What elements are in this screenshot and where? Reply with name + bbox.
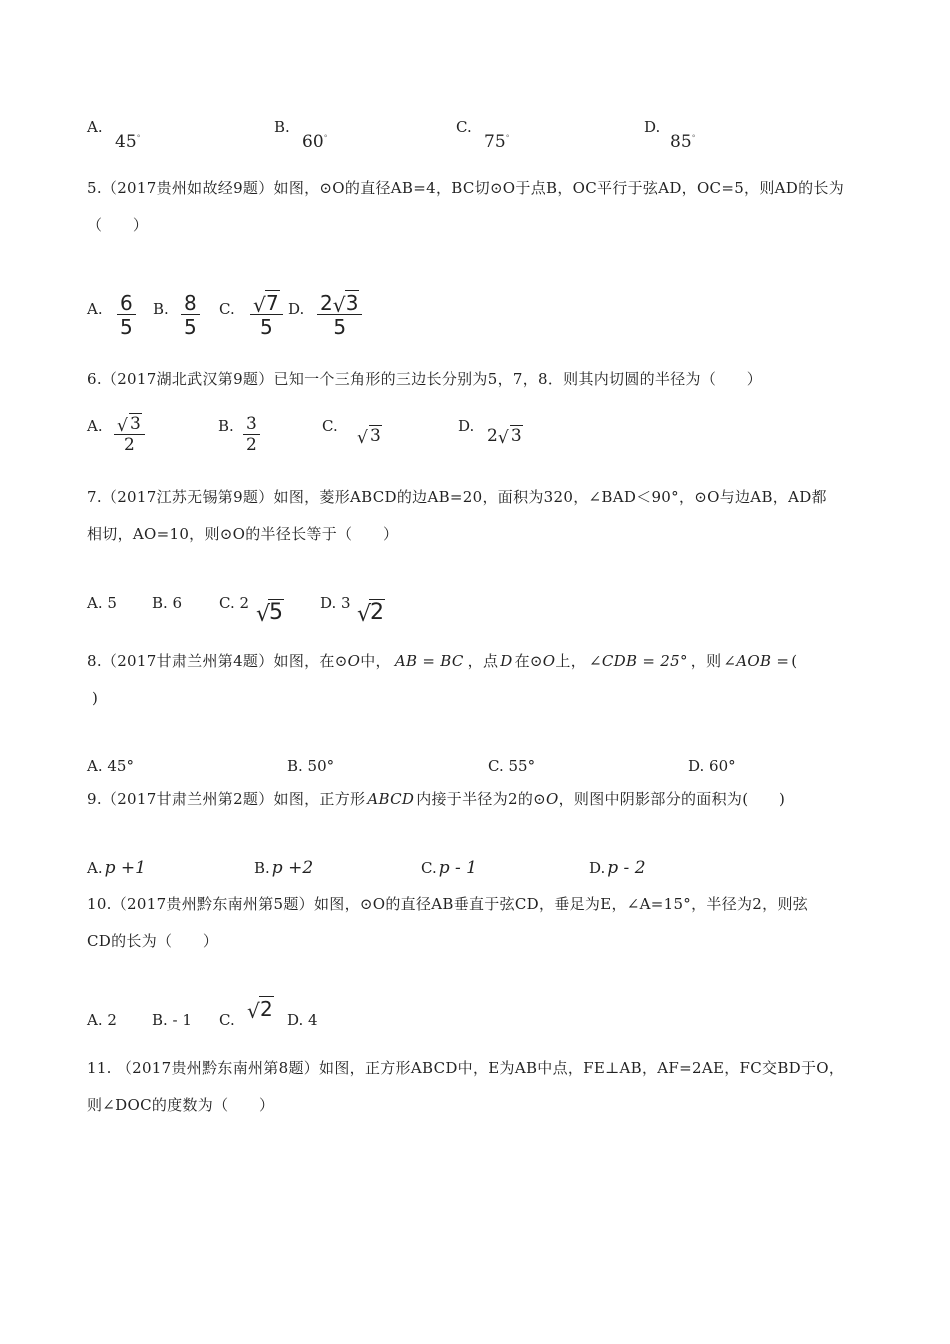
q10-option-c-value	[247, 997, 274, 1021]
q4-option-a-value	[115, 132, 141, 152]
q5-option-d-label: D.	[288, 300, 305, 318]
degree-mark: °	[505, 133, 510, 143]
q5-option-b-fraction	[181, 292, 200, 339]
denominator: 5	[333, 315, 347, 339]
numerator	[114, 414, 145, 434]
sqrt-icon: √ 2	[247, 997, 274, 1021]
q6-stem-line1: 6.（2017湖北武汉第9题）已知一个三角形的三边长分别为5，7，8．则其内切圆的半径为（ ）	[87, 370, 763, 388]
q6-option-a-label: A.	[87, 417, 103, 435]
q7-option-d-label: D. 3	[320, 594, 351, 612]
q6-option-d-value: 2 √ 3	[487, 426, 523, 446]
numerator: 2 √ 3	[317, 292, 362, 314]
q11-stem-line2: 则∠DOC的度数为（ ）	[87, 1096, 275, 1114]
q8-option-d: D. 60°	[688, 757, 736, 775]
q8-option-a: A. 45°	[87, 757, 134, 775]
denominator: 2	[124, 435, 135, 455]
q5-option-d-fraction	[317, 292, 362, 339]
q5-option-c-label: C.	[219, 300, 235, 318]
q7-option-a: A. 5	[87, 594, 117, 612]
q5-stem-line2: （ ）	[87, 216, 149, 234]
q4-option-b-label: B.	[274, 118, 290, 136]
q4-d-number: 85	[670, 132, 692, 152]
numerator	[250, 292, 283, 314]
q8-option-b: B. 50°	[287, 757, 335, 775]
q4-c-number: 75	[484, 132, 506, 152]
q8-option-c: C. 55°	[488, 757, 536, 775]
q9-option-b: B. p +2	[254, 858, 314, 878]
q4-option-a-label: A.	[87, 118, 103, 136]
q4-option-c-label: C.	[456, 118, 472, 136]
q5-option-a-label: A.	[87, 300, 103, 318]
numerator: 6	[120, 291, 133, 315]
sqrt-icon: √ 7	[253, 292, 280, 314]
q7-option-c-label: C. 2	[219, 594, 250, 612]
q4-a-number: 45	[115, 132, 137, 152]
q10-stem-line2: CD的长为（ ）	[87, 932, 219, 950]
q4-option-d-label: D.	[644, 118, 661, 136]
sqrt-icon: √ 2	[357, 600, 385, 625]
denominator: 2	[246, 435, 257, 455]
denominator: 5	[120, 315, 133, 339]
q6-option-b-fraction	[243, 414, 260, 455]
q6-option-a-fraction	[114, 414, 145, 455]
sqrt-icon: √ 3	[333, 292, 360, 314]
q7-stem-line2: 相切，AO=10，则⊙O的半径长等于（ ）	[87, 525, 399, 543]
q11-stem-line1: 11. （2017贵州黔东南州第8题）如图，正方形ABCD中，E为AB中点，FE⊥AB，AF=2AE，FC交BD于O，	[87, 1059, 845, 1077]
q10-option-c-label: C.	[219, 1011, 235, 1029]
q6-option-c-label: C.	[322, 417, 338, 435]
q10-option-a: A. 2	[87, 1011, 117, 1029]
q7-option-d-value	[357, 600, 385, 625]
q10-option-b: B. - 1	[152, 1011, 192, 1029]
sqrt-icon: √ 5	[256, 600, 284, 625]
q6-option-b-label: B.	[218, 417, 234, 435]
sqrt-icon: √ 3	[117, 414, 142, 434]
q6-option-c-value	[357, 426, 382, 446]
q4-b-number: 60	[302, 132, 324, 152]
degree-mark: °	[323, 133, 328, 143]
q4-option-d-value	[670, 132, 696, 152]
numerator: 8	[184, 291, 197, 315]
q7-option-c-value	[256, 600, 284, 625]
q9-option-a: A. p +1	[87, 858, 146, 878]
q5-option-b-label: B.	[153, 300, 169, 318]
q9-option-c: C. p - 1	[421, 858, 477, 878]
q8-stem-line1: 8.（2017甘肃兰州第4题）如图，在⊙O中， AB = BC ，点 D 在⊙O上， ∠CDB = 25° ，则 ∠AOB = (	[87, 652, 798, 670]
q8-stem-line2: )	[92, 689, 99, 707]
q5-stem-line1: 5.（2017贵州如故经9题）如图，⊙O的直径AB=4，BC切⊙O于点B，OC平行于弦AD，OC=5，则AD的长为	[87, 179, 845, 197]
q4-option-b-value	[302, 132, 328, 152]
numerator: 3	[246, 414, 257, 434]
q10-option-d: D. 4	[287, 1011, 318, 1029]
q5-option-c-fraction	[250, 292, 283, 339]
q5-option-a-fraction	[117, 292, 136, 339]
q6-option-d-label: D.	[458, 417, 475, 435]
q10-stem-line1: 10.（2017贵州黔东南州第5题）如图，⊙O的直径AB垂直于弦CD，垂足为E，∠A=15°，半径为2，则弦	[87, 895, 809, 913]
denominator: 5	[184, 315, 197, 339]
denominator: 5	[260, 315, 273, 339]
sqrt-icon: √ 3	[357, 426, 382, 446]
q7-option-b: B. 6	[152, 594, 183, 612]
degree-mark: °	[691, 133, 696, 143]
q4-option-c-value	[484, 132, 510, 152]
degree-mark: °	[136, 133, 141, 143]
q9-stem: 9.（2017甘肃兰州第2题）如图，正方形 ABCD 内接于半径为2的⊙O，则图中阴影部分的面积为( )	[87, 790, 786, 808]
sqrt-icon: √ 3	[498, 426, 523, 446]
q7-stem-line1: 7.（2017江苏无锡第9题）如图，菱形ABCD的边AB=20，面积为320，∠BAD＜90°，⊙O与边AB，AD都	[87, 488, 827, 506]
q9-option-d: D. p - 2	[589, 858, 646, 878]
